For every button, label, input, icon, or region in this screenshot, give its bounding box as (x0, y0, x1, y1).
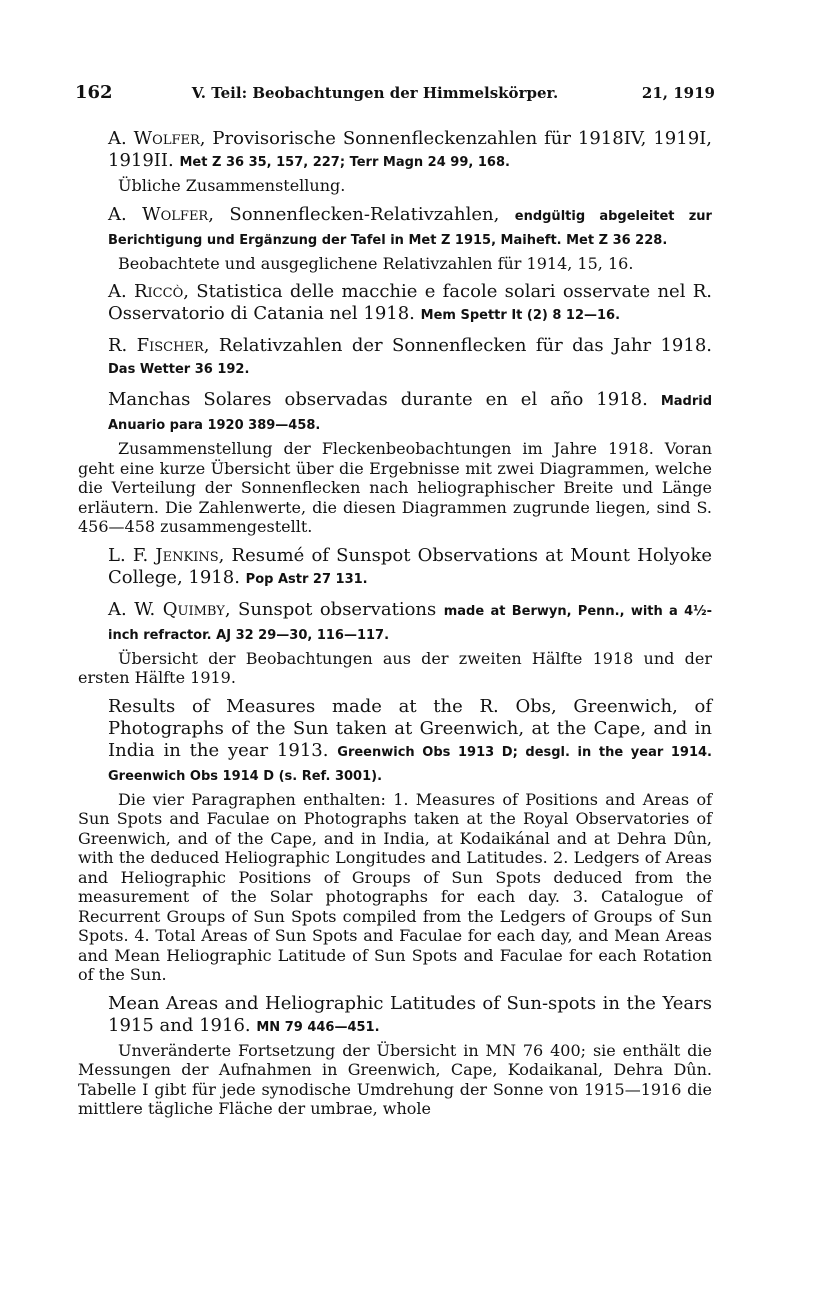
bibliography-entry (78, 128, 712, 196)
entry-title (78, 545, 712, 591)
bibliography-list (78, 128, 712, 1127)
entry-reference: Mem Spettr It (2) 8 12—16. (420, 308, 621, 323)
running-header (75, 82, 715, 103)
entry-title-text: , Resumé of Sunspot Observations at Mount Holyoke College, 1918. (108, 544, 713, 588)
entry-description: Unveränderte Fortsetzung der Übersicht in MN 76 400; sie enthält die Messungen der Aufnahmen in Greenwich, Cape, Kodaikanal, Dehra Dûn. Tabelle I gibt für jede synodische Umdrehung der Sonne von 1915—1916 die mittlere tägliche Fläche der umbrae, whole (78, 1040, 712, 1118)
entry-title-text: Manchas Solares observadas durante en el año 1918. (108, 389, 648, 410)
entry-title (78, 128, 712, 174)
entry-title (78, 599, 712, 647)
entry-title (78, 281, 712, 327)
entry-description: Übersicht der Beobachtungen aus der zweiten Hälfte 1918 und der ersten Hälfte 1919. (78, 648, 712, 687)
entry-title-text: Results of Measures made at the R. Obs, Greenwich, of Photographs of the Sun taken at Greenwich, at the Cape, and in India in the year 1913. (108, 695, 712, 761)
entry-author: A. Wolfer (108, 128, 200, 149)
page-number: 162 (75, 82, 113, 103)
bibliography-entry (78, 993, 712, 1119)
entry-title (78, 204, 712, 252)
entry-author: L. F. Jenkins (108, 544, 219, 566)
entry-description: Übliche Zusammenstellung. (118, 176, 346, 195)
entry-reference: MN 79 446—451. (256, 1019, 380, 1035)
bibliography-entry (78, 545, 712, 591)
entry-title-text: , Relativzahlen der Sonnenflecken für das Jahr 1918. (203, 335, 712, 356)
entry-description: Zusammenstellung der Fleckenbeobachtungen im Jahre 1918. Voran geht eine kurze Übersicht über die Ergebnisse mit zwei Diagrammen, welche die Verteilung der Sonnenflecken nach heliographischer Breite und Länge erläutern. Die Zahlenwerte, die diesen Diagrammen zugrunde liegen, sind S. 456—458 zusammengestellt. (78, 439, 712, 536)
entry-title-text: , Sonnenflecken-Relativzahlen, (208, 203, 500, 225)
entry-title-text: , Provisorische Sonnenfleckenzahlen für 1918IV, 1919I, 1919II. (108, 128, 712, 171)
entry-author: A. Riccò (108, 281, 184, 302)
entry-reference: Pop Astr 27 131. (245, 571, 368, 587)
entry-title (78, 993, 712, 1039)
entry-title-text: , Sunspot observations (224, 598, 437, 620)
bibliography-entry (78, 204, 712, 274)
entry-author: A. Wolfer (108, 203, 209, 225)
entry-author: R. Fischer (108, 335, 204, 356)
bibliography-entry (78, 281, 712, 327)
section-reference: 21, 1919 (641, 84, 715, 102)
entry-reference: Das Wetter 36 192. (108, 362, 250, 377)
bibliography-entry (78, 696, 712, 985)
entry-title-text: , Statistica delle macchie e facole solari osservate nel R. Osservatorio di Catania nel 1918. (108, 281, 713, 324)
entry-title (78, 389, 712, 437)
entry-reference: Met Z 36 35, 157, 227; Terr Magn 24 99, 168. (179, 155, 510, 170)
entry-reference: made at Berwyn, Penn., with a 4½-inch refractor. AJ 32 29—30, 116—117. (108, 603, 712, 643)
entry-title (78, 696, 712, 788)
section-title: V. Teil: Beobachtungen der Himmelskörper. (191, 84, 559, 102)
entry-reference: endgültig abgeleitet zur Berichtigung und Ergänzung der Tafel in Met Z 1915, Maiheft. Met Z 36 228. (108, 208, 712, 248)
entry-reference: Madrid Anuario para 1920 389—458. (108, 394, 712, 433)
entry-description: Die vier Paragraphen enthalten: 1. Measures of Positions and Areas of Sun Spots and Faculae on Photographs taken at the Royal Observatories of Greenwich, and of the Cape, and in India, at Kodaikánal and at Dehra Dûn, with the deduced Heliographic Longitudes and Latitudes. 2. Ledgers of Areas and Heliographic Positions of Groups of Sun Spots deduced from the measurement of the Solar photographs for each day. 3. Catalogue of Recurrent Groups of Sun Spots compiled from the Ledgers of Groups of Sun Spots. 4. Total Areas of Sun Spots and Faculae for each day, and Mean Areas and Mean Heliographic Latitude of Sun Spots and Faculae for each Rotation of the Sun. (78, 789, 712, 984)
entry-title-text: Mean Areas and Heliographic Latitudes of Sun-spots in the Years 1915 and 1916. (108, 992, 712, 1036)
entry-description: Beobachtete und ausgeglichene Relativzahlen für 1914, 15, 16. (118, 253, 634, 273)
entry-author: A. W. Quimby (108, 598, 225, 620)
bibliography-entry (78, 335, 712, 381)
entry-reference: Greenwich Obs 1913 D; desgl. in the year 1914. Greenwich Obs 1914 D (s. Ref. 3001). (108, 744, 712, 784)
bibliography-entry (78, 599, 712, 688)
bibliography-entry (78, 389, 712, 537)
entry-title (78, 335, 712, 381)
